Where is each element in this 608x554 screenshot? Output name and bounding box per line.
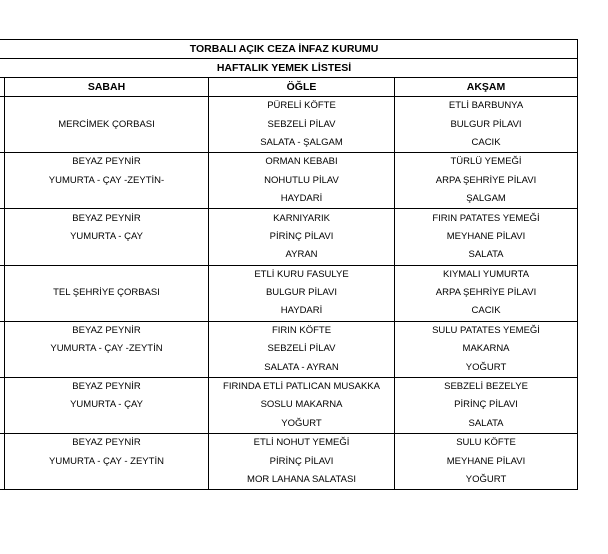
meal-cell-sabah [5,153,209,209]
dish-item: PİRİNÇ PİLAVI [269,230,334,242]
dish-item: SEBZELİ BEZELYE [444,381,528,393]
meal-cell-sabah [5,209,209,265]
dish-item: BULGUR PİLAVI [450,118,522,130]
meal-cell-sabah [5,265,209,321]
meal-cell-aksam [395,377,578,433]
meal-cell-ogle [209,434,395,490]
meal-cell-aksam [395,153,578,209]
day-row [0,209,578,265]
dish-item [5,97,208,115]
meal-cell-aksam [395,434,578,490]
dish-item: SEBZELİ PİLAV [267,343,336,355]
dish-item: SULU KÖFTE [456,437,516,449]
dish-item: HAYDARİ [280,193,323,205]
dish-item [5,415,208,433]
meal-cell-aksam [395,97,578,153]
dish-item: SALATA [468,249,504,261]
meal-cell-aksam [395,209,578,265]
column-header-row [0,78,578,97]
menu-body [0,97,578,490]
meal-cell-aksam [395,265,578,321]
dish-item: MOR LAHANA SALATASI [247,474,356,485]
day-row [0,321,578,377]
dish-item: SULU PATATES YEMEĞİ [432,324,540,336]
meal-cell-ogle [209,209,395,265]
column-header-sabah: SABAH [5,78,209,97]
dish-item: YUMURTA - ÇAY [70,230,143,242]
dish-item: ETLİ BARBUNYA [448,100,524,112]
dish-item: FIRIN PATATES YEMEĞİ [432,212,540,224]
dish-item: BEYAZ PEYNİR [72,324,141,336]
subtitle-row [0,59,578,78]
dish-item: MERCİMEK ÇORBASI [58,118,155,130]
dish-item: PÜRELİ KÖFTE [267,100,336,112]
dish-item: FIRINDA ETLİ PATLICAN MUSAKKA [223,381,380,393]
dish-item: BEYAZ PEYNİR [72,437,141,449]
dish-item: SALATA - ŞALGAM [260,136,343,148]
dish-item: SOSLU MAKARNA [260,399,343,411]
menu-subtitle: HAFTALIK YEMEK LİSTESİ [0,59,578,78]
dish-item: ŞALGAM [466,193,506,205]
meal-cell-aksam [395,321,578,377]
dish-item: FIRIN KÖFTE [271,324,332,336]
dish-item: BEYAZ PEYNİR [72,381,141,393]
column-header-aksam: AKŞAM [395,78,578,97]
dish-item: TÜRLÜ YEMEĞİ [450,156,522,168]
dish-item: AYRAN [285,249,318,261]
day-row [0,97,578,153]
meal-cell-ogle [209,321,395,377]
day-row [0,377,578,433]
meal-cell-ogle [209,265,395,321]
dish-item: SEBZELİ PİLAV [267,118,336,130]
dish-item: NOHUTLU PİLAV [264,174,339,186]
dish-item [5,266,208,284]
dish-item [5,302,208,320]
dish-item: YUMURTA - ÇAY -ZEYTİN- [48,174,165,186]
meal-cell-sabah [5,321,209,377]
weekly-menu-table [0,39,578,490]
dish-item: BEYAZ PEYNİR [72,156,141,168]
dish-item: HAYDARİ [280,305,323,317]
dish-item: CACIK [471,136,501,148]
dish-item: ARPA ŞEHRİYE PİLAVI [435,174,537,186]
meal-cell-ogle [209,153,395,209]
dish-item [5,358,208,376]
dish-item [5,246,208,264]
dish-item [5,471,208,489]
meal-cell-ogle [209,97,395,153]
meal-cell-ogle [209,377,395,433]
dish-item: SALATA [468,417,504,429]
day-row [0,434,578,490]
column-header-ogle: ÖĞLE [209,78,395,97]
dish-item: YUMURTA - ÇAY -ZEYTİN [50,343,163,355]
dish-item: KARNIYARIK [273,212,330,224]
dish-item: CACIK [471,305,501,317]
dish-item: KIYMALI YUMURTA [442,268,530,280]
dish-item: ETLİ NOHUT YEMEĞİ [253,437,350,449]
day-row [0,153,578,209]
dish-item: ETLİ KURU FASULYE [254,268,349,280]
dish-item: YOĞURT [281,417,322,429]
dish-item: BULGUR PİLAVI [265,287,338,299]
dish-item: ORMAN KEBABI [265,156,338,168]
dish-item: MEYHANE PİLAVI [446,455,526,467]
dish-item: TEL ŞEHRİYE ÇORBASI [53,287,160,299]
dish-item: YUMURTA - ÇAY - ZEYTİN [49,455,164,467]
meal-cell-sabah [5,97,209,153]
dish-item: ARPA ŞEHRİYE PİLAVI [435,287,537,299]
meal-cell-sabah [5,377,209,433]
dish-item: BEYAZ PEYNİR [72,212,141,224]
dish-item: YOĞURT [465,361,507,373]
dish-item: MEYHANE PİLAVI [446,230,526,242]
dish-item [5,190,208,208]
day-row [0,265,578,321]
institution-title: TORBALI AÇIK CEZA İNFAZ KURUMU [0,40,578,59]
dish-item [5,134,208,152]
meal-cell-sabah [5,434,209,490]
dish-item: MAKARNA [462,343,510,355]
dish-item: YOĞURT [465,474,507,485]
dish-item: PİRİNÇ PİLAVI [269,455,334,467]
title-row [0,40,578,59]
dish-item: PİRİNÇ PİLAVI [454,399,518,411]
dish-item: YUMURTA - ÇAY [70,399,143,411]
dish-item: SALATA - AYRAN [264,361,339,373]
